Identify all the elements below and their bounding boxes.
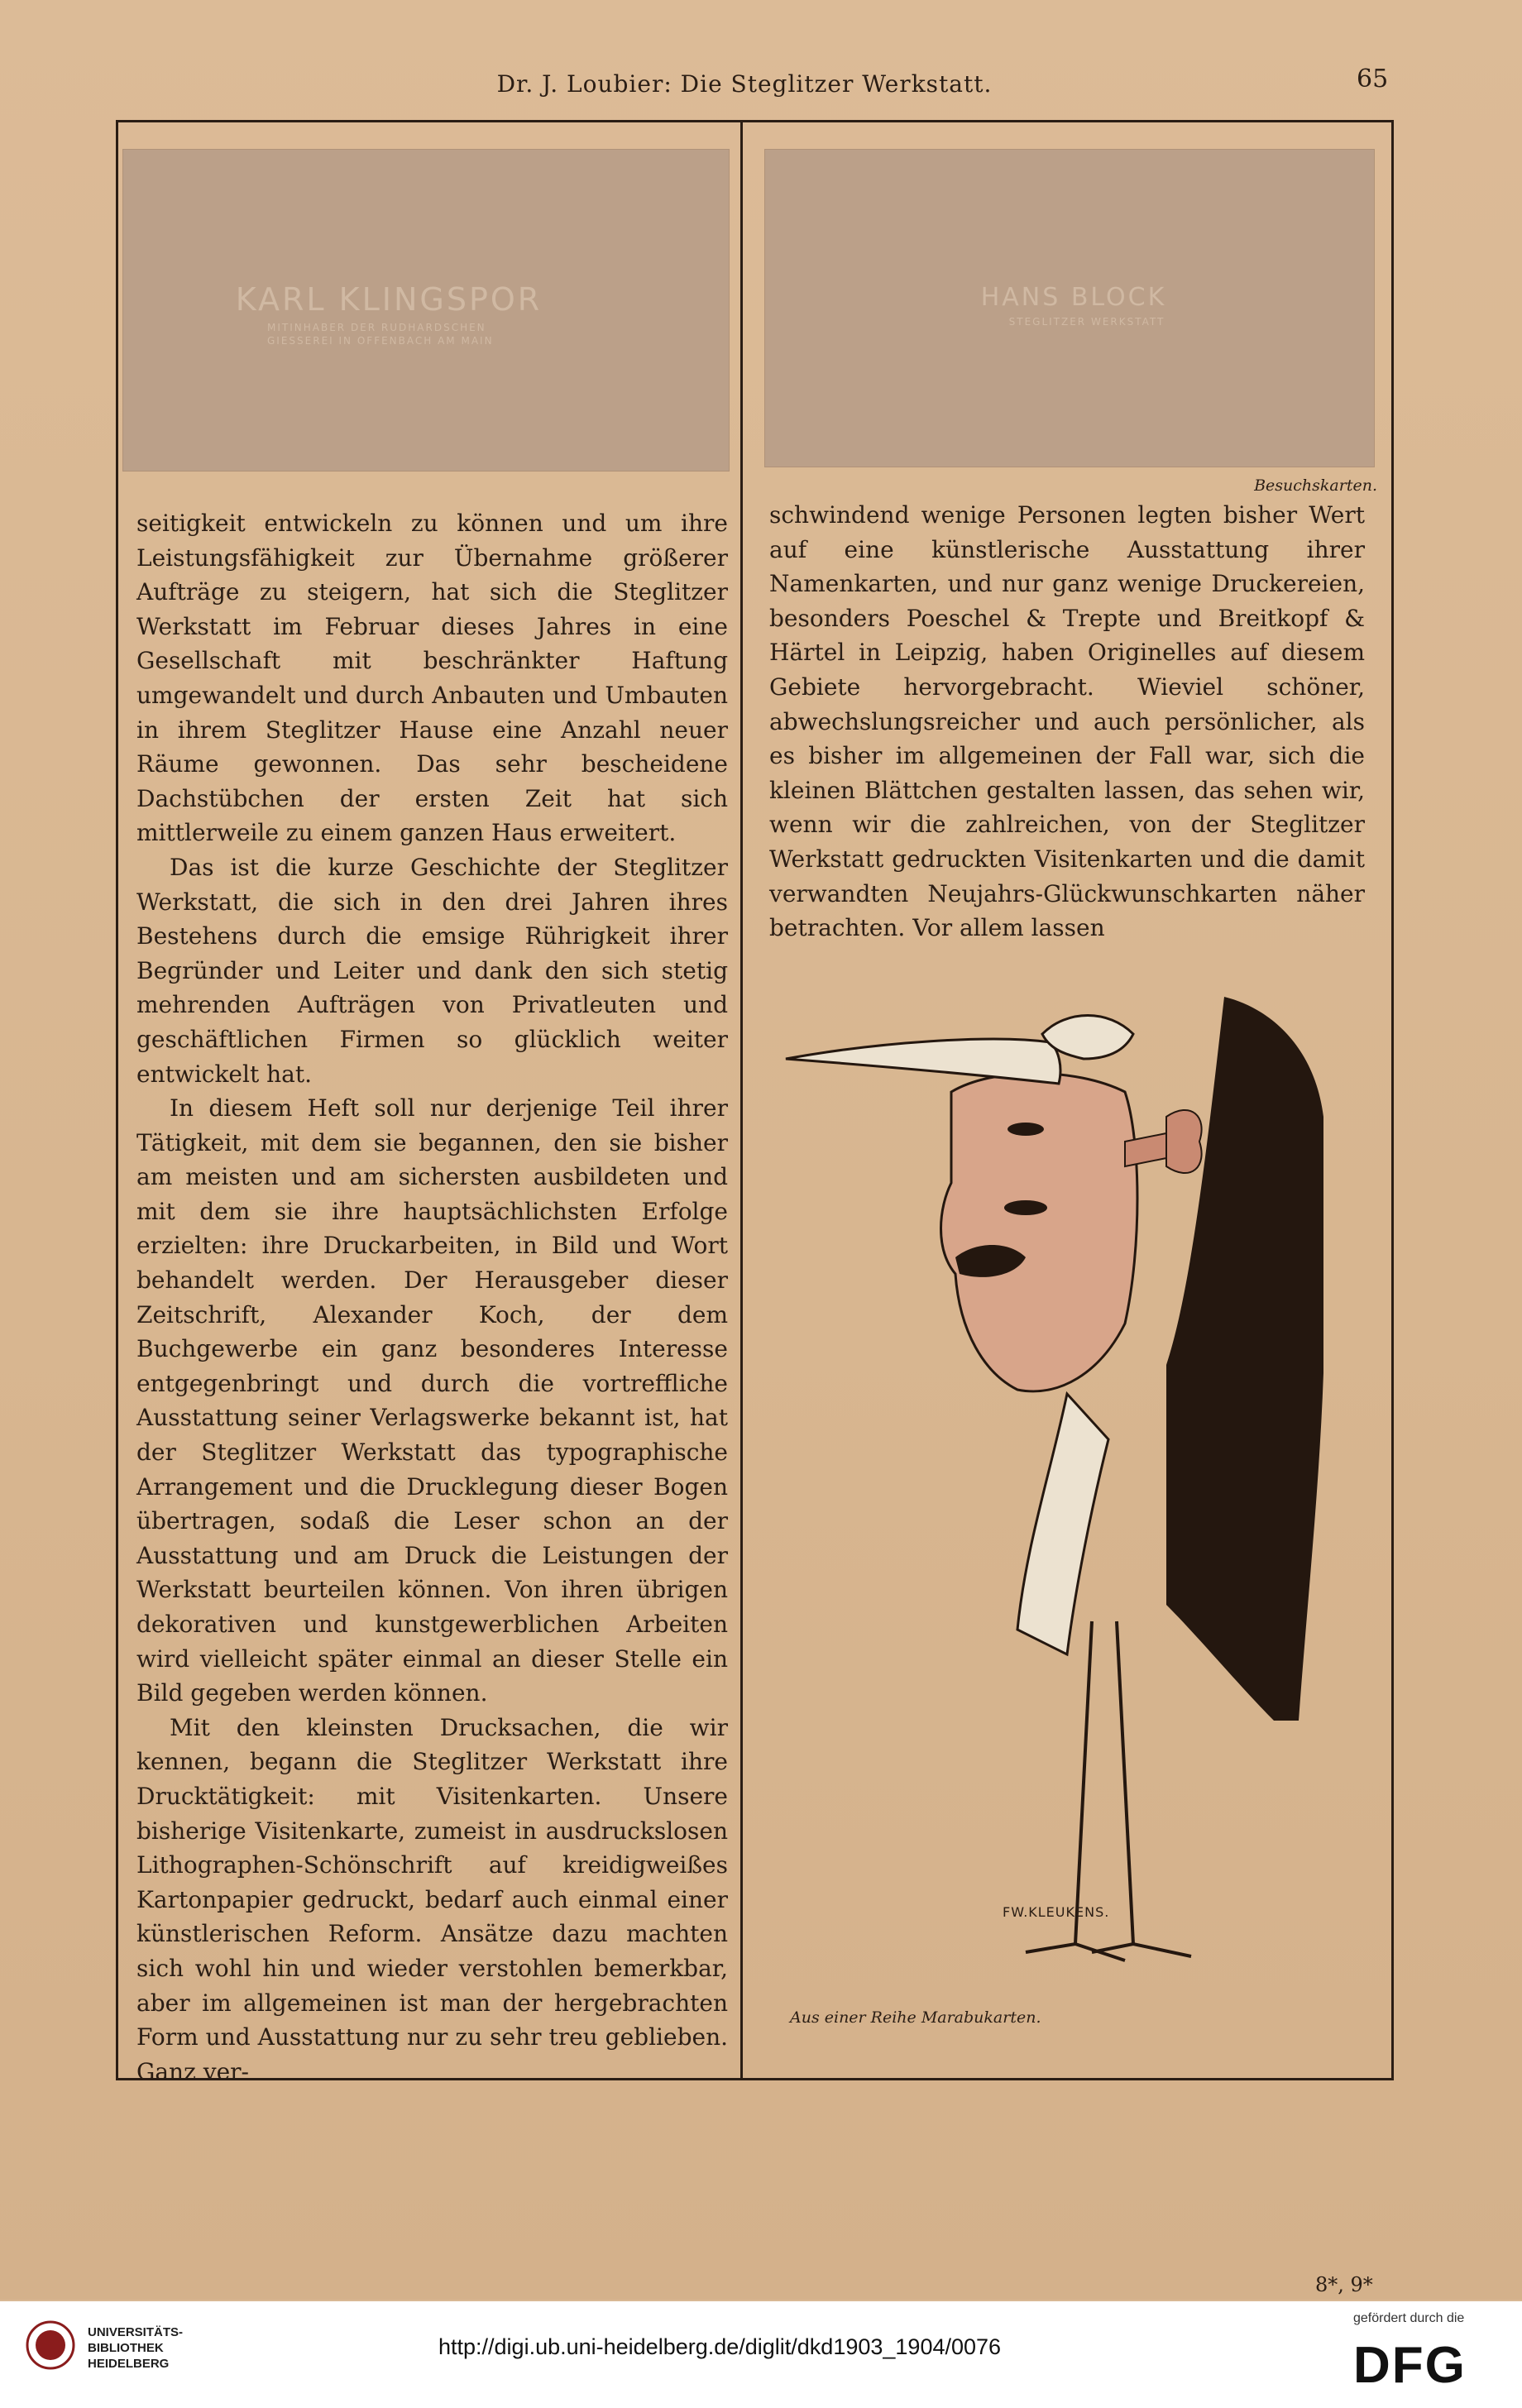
mask-eye <box>1007 1123 1044 1136</box>
mask-face <box>941 1074 1138 1391</box>
artist-signature: FW.KLEUKENS. <box>1003 1904 1110 1920</box>
visiting-card-klingspor <box>122 149 730 472</box>
paragraph: In diesem Heft soll nur derjenige Teil ihrer Tätigkeit, mit dem sie begannen, den sie bisher am meisten und am sichersten ausbildeten und mit dem sie ihre hauptsächlichsten Erfolge erzielten: ihre Druckarbeiten, in Bild und Wort behandelt werden. Der Herausgeber dieser Zeitschrift, Alexander Koch, der dem Buchgewerbe ein ganz besonderes Interesse entgegenbringt und durch die vortreffliche Ausstattung seiner Verlagswerke bekannt ist, hat der Steglitzer Werkstatt das typographische Arrangement und die Drucklegung dieser Bogen übertragen, sodaß die Leser schon an der Ausstattung und am Druck die Leistungen der Werkstatt beurteilen können. Von ihren übrigen dekorativen und kunstgewerblichen Arbeiten wird vielleicht später einmal an dieser Stelle ein Bild gegeben werden können. <box>136 1094 728 1707</box>
page-number: 65 <box>1357 65 1389 93</box>
sheet-signature: 8*, 9* <box>1315 2273 1373 2296</box>
card-name: HANS BLOCK <box>980 283 1167 312</box>
marabou-foot <box>1026 1944 1125 1960</box>
library-name: UNIVERSITÄTS- BIBLIOTHEK HEIDELBERG <box>88 2325 184 2371</box>
funded-by-label: gefördert durch die <box>1353 2311 1465 2325</box>
mask-bow <box>1166 1110 1202 1173</box>
paragraph: Das ist die kurze Geschichte der Steglitzer Werkstatt, die sich in den drei Jahren ihres Bestehens durch die emsige Rührigkeit ihrer Begründer und Leiter und dank den sich stetig mehrenden Aufträgen von Privatleuten und geschäftlichen Firmen so glücklich weiter entwickelt hat. <box>136 853 728 1088</box>
marabou-leg <box>1075 1621 1092 1944</box>
card-subtitle-line: GIESSEREI IN OFFENBACH AM MAIN <box>267 335 494 347</box>
mask-eye <box>1004 1200 1047 1215</box>
column-divider <box>740 120 743 2080</box>
mask-beak <box>786 1039 1060 1084</box>
marabou-dark-body <box>1166 997 1323 1721</box>
dfg-logo: DFG <box>1353 2337 1467 2394</box>
marabou-neck <box>1017 1394 1108 1654</box>
card-subtitle-line: MITINHABER DER RUDHARDSCHEN <box>267 322 486 333</box>
paragraph: Mit den kleinsten Drucksachen, die wir kennen, begann die Steglitzer Werkstatt ihre Drucktätigkeit: mit Visitenkarten. Unsere bisherige Visitenkarte, zumeist in ausdruckslosen Lithographen-Schönschrift auf kreidigweißes Kartonpapier gedruckt, bedarf auch einmal einer künstlerischen Reform. Ansätze dazu machten sich wohl hin und wieder verstohlen bemerkbar, aber im allgemeinen ist man der hergebrachten Form und Ausstattung nur zu sehr treu geblieben. Ganz ver- <box>136 1713 728 2085</box>
cards-caption: Besuchskarten. <box>1254 476 1377 495</box>
card-subtitle: STEGLITZER WERKSTATT <box>1008 316 1165 328</box>
illustration-caption: Aus einer Reihe Marabukarten. <box>790 2008 1041 2027</box>
visiting-card-block <box>764 149 1375 467</box>
running-title: Dr. J. Loubier: Die Steglitzer Werkstatt. <box>496 70 993 98</box>
left-text-column <box>136 506 728 2089</box>
marabou-illustration <box>778 976 1373 2002</box>
card-subtitle <box>267 321 532 347</box>
permalink-url[interactable]: http://digi.ub.uni-heidelberg.de/diglit/dkd1903_1904/0076 <box>438 2334 1002 2359</box>
viewer-footer <box>0 2301 1522 2408</box>
university-seal-icon <box>25 2319 76 2371</box>
card-name: KARL KLINGSPOR <box>235 281 543 318</box>
paragraph: seitigkeit entwickeln zu können und um ihre Leistungsfähigkeit zur Übernahme größerer Aufträge zu steigern, hat sich die Steglitzer Werkstatt im Februar dieses Jahres in eine Gesellschaft mit beschränkter Haftung umgewandelt und durch Anbauten und Umbauten in ihrem Steglitzer Hause eine Anzahl neuer Räume gewonnen. Das sehr bescheidene Dachstübchen der ersten Zeit hat sich mittlerweile zu einem ganzen Haus erweitert. <box>136 510 728 847</box>
right-text-column <box>769 498 1365 945</box>
paragraph: schwindend wenige Personen legten bisher Wert auf eine künstlerische Ausstattung ihrer Namenkarten, und nur ganz wenige Druckereien, besonders Poeschel & Trepte und Breitkopf & Härtel in Leipzig, haben Originelles auf diesem Gebiete hervorgebracht. Wieviel schöner, abwechslungsreicher und auch persönlicher, als es bisher im allgemeinen der Fall war, sich die kleinen Blättchen gestalten lassen, das sehen wir, wenn wir die zahlreichen, von der Steglitzer Werkstatt gedruckten Visitenkarten und die damit verwandten Neujahrs-Glückwunschkarten näher betrachten. Vor allem lassen <box>769 501 1365 942</box>
marabou-leg <box>1117 1621 1133 1944</box>
